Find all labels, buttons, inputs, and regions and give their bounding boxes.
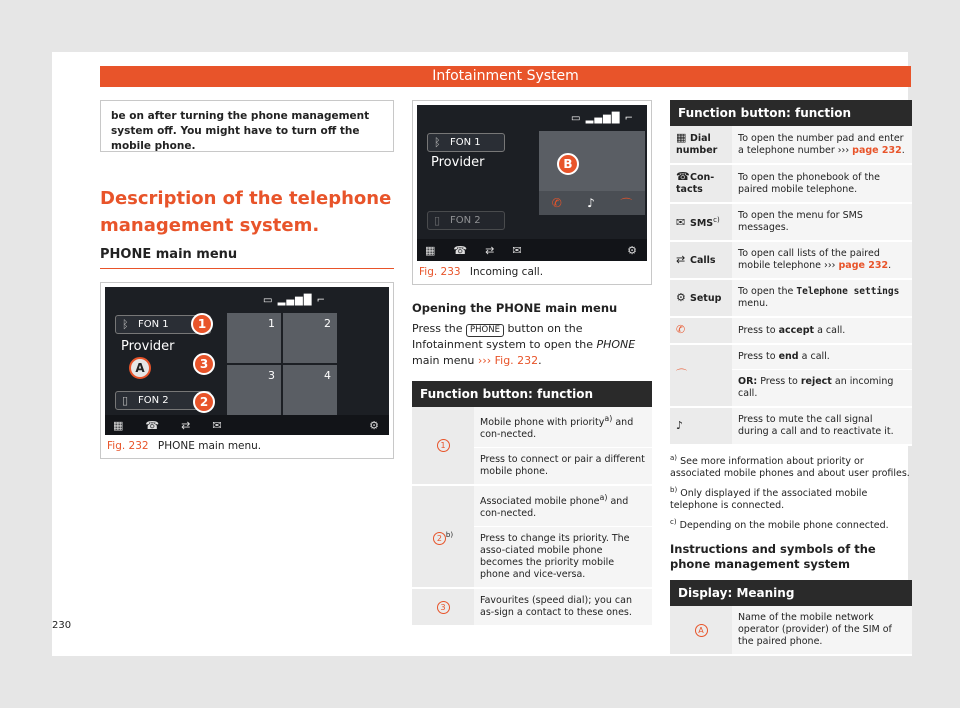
page-number: 230: [52, 620, 72, 631]
setup-icon: ⚙: [627, 243, 637, 257]
figure-232: [100, 282, 394, 459]
callout-number: 1: [437, 439, 450, 452]
function-buttons-table: [412, 407, 652, 627]
fon1-button: ᛒ FON 1: [427, 133, 505, 152]
table-row: Press to change its priority. The asso-ciated mobile phone becomes the priority mobile phone and vice-versa.: [412, 527, 652, 589]
callout-letter: A: [695, 624, 708, 637]
table-heading: Function button: function: [412, 381, 652, 407]
opening-heading: Opening the PHONE main menu: [412, 301, 618, 315]
end-call-icon: ⌒: [676, 368, 687, 381]
table-row: 2 $^{b)}$ Associated mobile phone$^{a)}$ and con-nected.: [412, 485, 652, 527]
table-row: 3 Favourites (speed dial); you can as-sign a contact to these ones.: [412, 588, 652, 626]
callout-badge-3: 3: [193, 353, 215, 375]
status-bar-icons: ▭ ▂▄▆█ ⌐: [263, 295, 326, 306]
mute-icon: ♪: [676, 418, 684, 432]
table-row: ⚙ Setup To open the Telephone settings menu.: [670, 279, 912, 317]
table-row: ⇄ Calls To open call lists of the paired mobile telephone ››› page 232.: [670, 241, 912, 279]
mute-icon: ♪: [587, 196, 595, 210]
column-left: [100, 100, 394, 459]
continued-callout: be on after turning the phone management system off. You might have to turn off the mobile phone.: [100, 100, 394, 152]
footnote: $^{c)}$ Depending on the mobile phone connected.: [670, 518, 889, 532]
calls-icon: ⇄: [485, 243, 495, 257]
figure-caption: Fig. 232 PHONE main menu.: [107, 440, 262, 452]
contacts-icon: ☎: [676, 170, 690, 183]
sms-icon: ✉: [512, 243, 522, 257]
status-bar-icons: ▭ ▂▄▆█ ⌐: [571, 113, 634, 124]
phone-key: PHONE: [466, 324, 504, 337]
phone-device-icon: ▯: [122, 394, 129, 407]
table-row: A Name of the mobile network operator (provider) of the SIM of the paired phone.: [670, 606, 912, 655]
contacts-icon: ☎: [453, 243, 468, 257]
subsection-heading: PHONE main menu: [100, 247, 394, 269]
figure-233: [412, 100, 652, 285]
table-row: ♪ Press to mute the call signal during a call and to reactivate it.: [670, 407, 912, 445]
favourite-tile-3: 3: [227, 365, 281, 415]
table-row: Press to connect or pair a different mobile phone.: [412, 448, 652, 486]
sms-icon: ✉: [212, 418, 222, 432]
table-row: ✆ Press to accept a call.: [670, 317, 912, 344]
bluetooth-icon: ᛒ: [122, 318, 129, 331]
fon2-button: ▯ FON 2: [115, 391, 211, 410]
table-row: 1 Mobile phone with priority$^{a)}$ and con-nected.: [412, 407, 652, 448]
dial-icon: ▦: [113, 418, 124, 432]
fon2-button: ▯ FON 2: [427, 211, 505, 230]
page-header: Infotainment System: [100, 66, 911, 87]
instructions-heading: Instructions and symbols of the phone management system: [670, 542, 876, 572]
footnote: $^{a)}$ See more information about priority or associated mobile phones and about user profiles.: [670, 454, 910, 480]
callout-number: 2: [433, 532, 446, 545]
table-row: ⌒ Press to end a call.: [670, 344, 912, 370]
provider-label: Provider: [121, 339, 175, 354]
section-title: Description of the telephone management system.: [100, 188, 392, 236]
column-right: [670, 100, 912, 656]
incoming-call-screen: [417, 105, 647, 239]
incoming-call-panel: [539, 131, 645, 191]
sms-icon: ✉: [676, 216, 686, 230]
phone-main-menu-screen: [105, 287, 389, 415]
callout-badge-b: B: [557, 153, 579, 175]
accept-call-icon: ✆: [551, 196, 562, 210]
calls-icon: ⇄: [676, 252, 686, 266]
table-row: ▦ Dial number To open the number pad and enter a telephone number ››› page 232.: [670, 126, 912, 164]
setup-icon: ⚙: [369, 418, 379, 432]
table-heading: Function button: function: [670, 100, 912, 126]
callout-number: 3: [437, 601, 450, 614]
provider-label: Provider: [431, 155, 485, 170]
favourite-tile-4: 4: [283, 365, 337, 415]
call-actions-row: [539, 191, 645, 215]
phone-device-icon: ▯: [434, 214, 441, 227]
callout-badge-2: 2: [193, 391, 215, 413]
figure-number: Fig. 233: [419, 266, 461, 278]
figure-number: Fig. 232: [107, 440, 149, 452]
function-icons-table: [670, 126, 912, 446]
favourite-tile-1: 1: [227, 313, 281, 363]
bluetooth-icon: ᛒ: [434, 136, 441, 149]
setup-icon: ⚙: [676, 290, 686, 304]
dial-icon: ▦: [676, 131, 687, 144]
manual-page: [52, 52, 908, 656]
contacts-icon: ☎: [145, 418, 160, 432]
figure-caption: Fig. 233 Incoming call.: [419, 266, 544, 278]
figure-reference-link[interactable]: ››› Fig. 232: [477, 354, 539, 367]
page-reference-link[interactable]: page 232: [852, 144, 902, 156]
fon1-button: ᛒ FON 1: [115, 315, 211, 334]
dial-icon: ▦: [425, 243, 436, 257]
screen-function-bar: [105, 415, 389, 435]
page-reference-link[interactable]: page 232: [838, 260, 889, 271]
table-heading: Display: Meaning: [670, 580, 912, 606]
screen-function-bar: [417, 239, 647, 261]
table-row: OR: Press to reject an incoming call.: [670, 370, 912, 408]
favourite-tile-2: 2: [283, 313, 337, 363]
opening-paragraph: Press the PHONE button on the Infotainment system to open the PHONE main menu ››› Fig. 232.: [412, 322, 636, 367]
column-middle: [412, 100, 652, 627]
table-row: ☎Con-tacts To open the phonebook of the paired mobile telephone.: [670, 164, 912, 203]
calls-icon: ⇄: [181, 418, 191, 432]
end-call-icon: ⌒: [620, 196, 633, 211]
display-meaning-table: [670, 606, 912, 656]
accept-call-icon: ✆: [676, 323, 686, 336]
footnotes: [670, 452, 912, 532]
callout-badge-a: A: [129, 357, 151, 379]
footnote: $^{b)}$ Only displayed if the associated mobile telephone is connected.: [670, 486, 868, 512]
table-row: ✉ SMS$^{c)}$ To open the menu for SMS messages.: [670, 203, 912, 241]
callout-badge-1: 1: [191, 313, 213, 335]
